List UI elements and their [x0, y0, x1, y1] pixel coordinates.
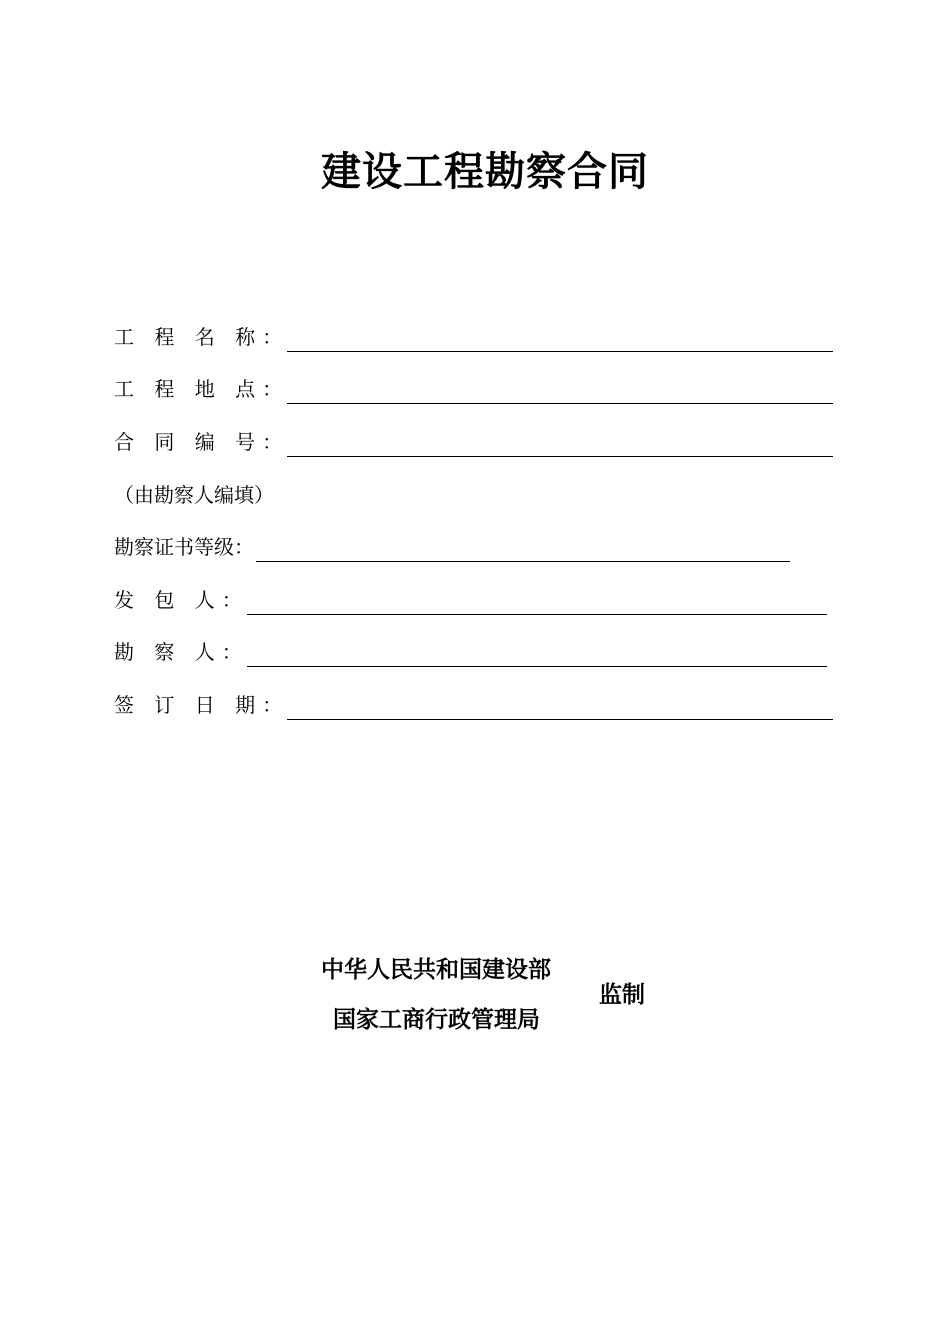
fill-in-line[interactable]: [287, 699, 833, 720]
field-label: 发 包 人：: [114, 588, 249, 612]
field-label: 工 程 名 称：: [114, 325, 290, 349]
fill-in-line[interactable]: [247, 594, 827, 615]
page-title: 建设工程勘察合同: [321, 149, 649, 195]
issuer-administration: 国家工商行政管理局: [333, 1007, 540, 1033]
contract-number-note: （由勘察人编填）: [114, 483, 274, 507]
field-signing-date: [114, 690, 833, 720]
field-contract-number: [114, 427, 833, 457]
fill-in-line[interactable]: [256, 541, 790, 562]
field-surveyor: [114, 637, 827, 667]
field-project-location: [114, 374, 833, 404]
supervise-label: 监制: [599, 982, 645, 1008]
fill-in-line[interactable]: [247, 646, 827, 667]
field-label: 勘 察 人：: [114, 640, 249, 664]
field-label: 签 订 日 期：: [114, 693, 290, 717]
fill-in-line[interactable]: [287, 436, 833, 457]
field-label: 合 同 编 号：: [114, 430, 290, 454]
field-label: 工 程 地 点：: [114, 377, 290, 401]
field-client: [114, 585, 827, 615]
field-label: 勘察证书等级：: [114, 535, 254, 559]
issuer-ministry: 中华人民共和国建设部: [321, 957, 551, 983]
field-project-name: [114, 322, 833, 352]
fill-in-line[interactable]: [287, 383, 833, 404]
field-certificate-grade: [114, 532, 790, 562]
fill-in-line[interactable]: [287, 331, 833, 352]
